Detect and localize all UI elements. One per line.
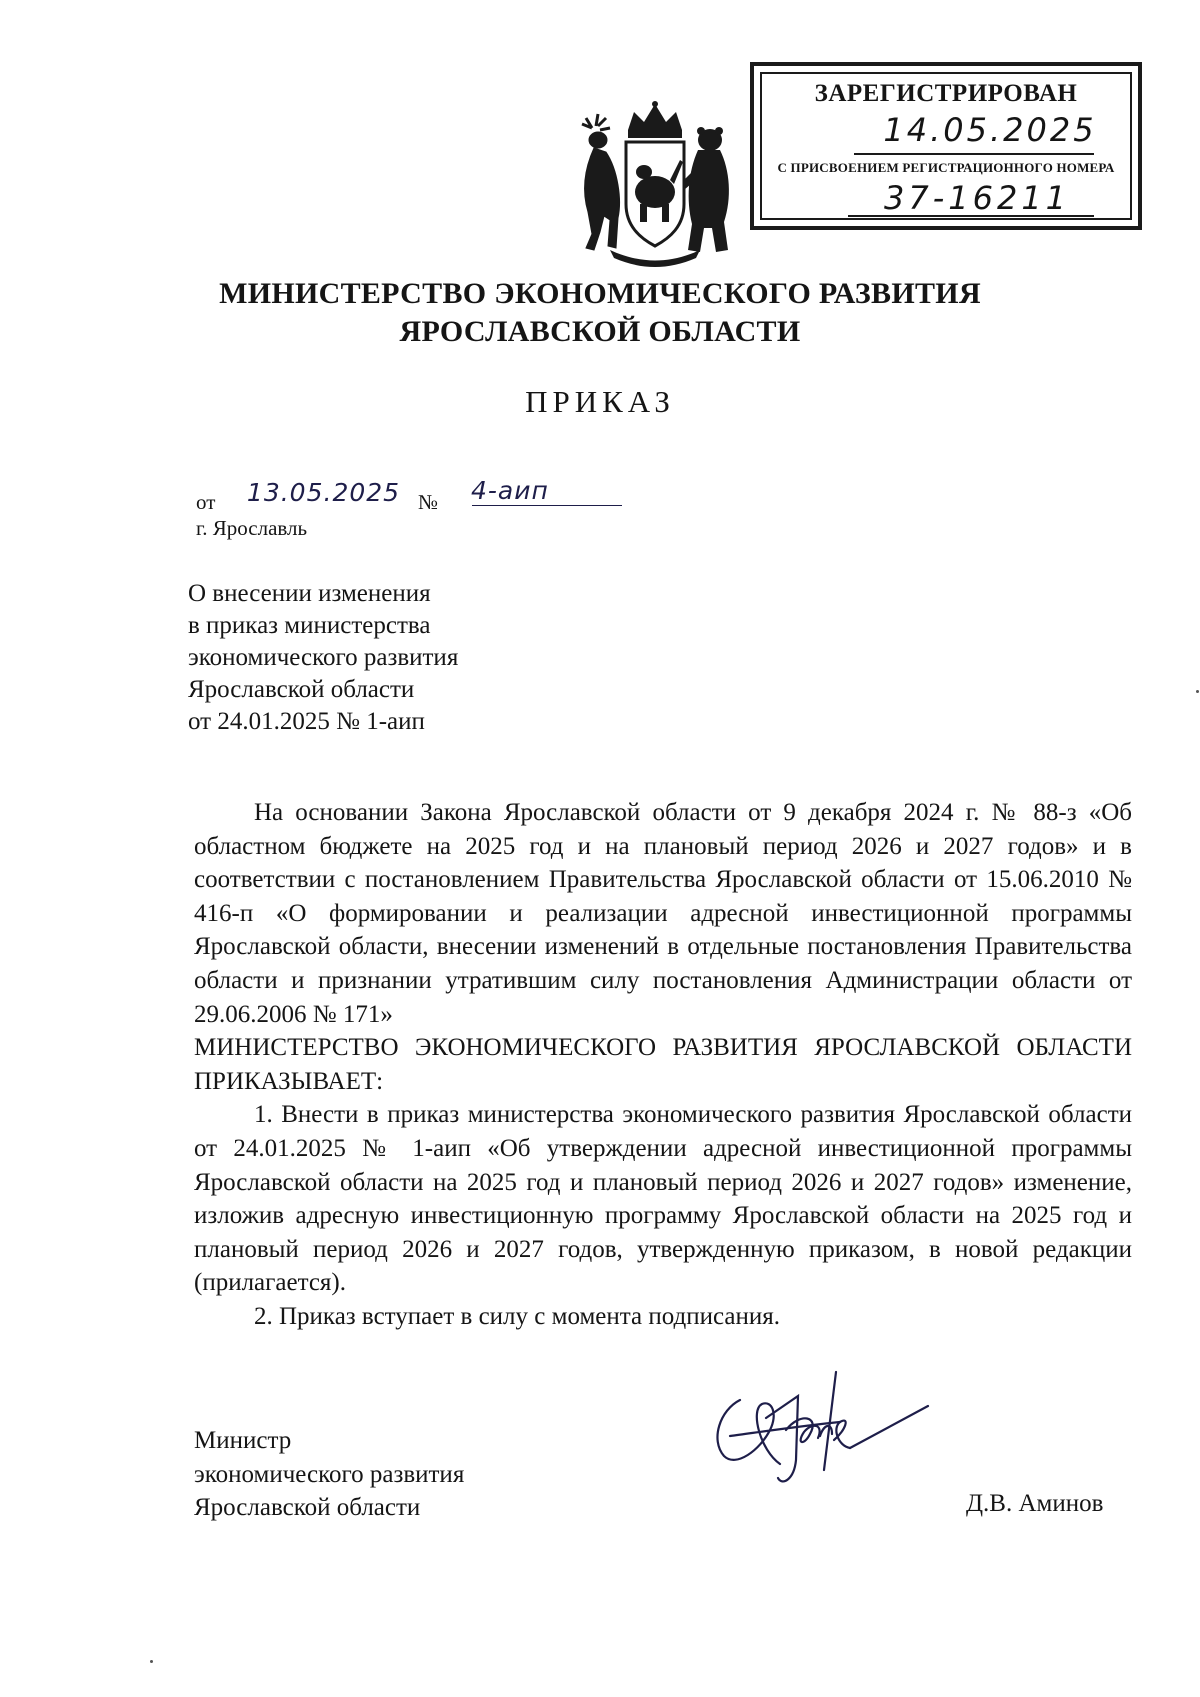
body-orders: МИНИСТЕРСТВО ЭКОНОМИЧЕСКОГО РАЗВИТИЯ ЯРОСЛАВСКОЙ ОБЛАСТИ ПРИКАЗЫВАЕТ: — [194, 1034, 1132, 1095]
body-preamble: На основании Закона Ярославской области от 9 декабря 2024 г. № 88-з «Об областном бюджете на 2025 год и на плановый период 2026 и 2027 годов» и в соответствии с постановлением Правительства Ярославской области от 15.06.2010 № 416-п «О формировании и реализации адресной инвестиционной программы Ярославской области, внесении изменений в отдельные постановления Правительства области и признании утратившим силу постановления Администрации области от 29.06.2006 № 171» — [194, 799, 1132, 1028]
document-type: ПРИКАЗ — [525, 384, 675, 419]
stamp-date: 14.05.2025 — [883, 111, 1097, 149]
order-from-label: от — [196, 490, 216, 514]
ministry-title — [0, 275, 1200, 351]
registration-stamp — [750, 62, 1142, 230]
yaroslavl-coat-of-arms-icon — [570, 100, 740, 268]
handwritten-signature — [700, 1360, 940, 1520]
ministry-title-line1: МИНИСТЕРСТВО ЭКОНОМИЧЕСКОГО РАЗВИТИЯ — [219, 277, 981, 310]
signatory-name: Д.В. Аминов — [966, 1490, 1104, 1517]
stamp-note: С ПРИСВОЕНИЕМ РЕГИСТРАЦИОННОГО НОМЕРА — [777, 160, 1115, 175]
position-line: Ярославской области — [194, 1494, 421, 1521]
order-number: 4-аип — [471, 476, 549, 505]
subject-line: экономического развития — [188, 644, 459, 671]
order-subject — [188, 578, 458, 738]
order-city: г. Ярославль — [196, 516, 308, 540]
scan-speck — [1196, 690, 1199, 693]
subject-line: от 24.01.2025 № 1-аип — [188, 708, 425, 735]
ministry-title-line2: ЯРОСЛАВСКОЙ ОБЛАСТИ — [399, 315, 801, 348]
subject-line: в приказ министерства — [188, 612, 431, 639]
stamp-frame — [760, 72, 1132, 220]
subject-line: О внесении изменения — [188, 580, 431, 607]
order-body — [194, 796, 1132, 1334]
order-number-sign: № — [418, 490, 439, 514]
order-number-row — [196, 478, 656, 514]
stamp-registration-number: 37-16211 — [883, 179, 1071, 217]
stamp-date-line — [854, 153, 1094, 155]
stamp-number-line — [848, 215, 1094, 217]
position-line: Министр — [194, 1427, 292, 1454]
body-item-1: 1. Внести в приказ министерства экономического развития Ярославской области от 24.01.2025 № 1-аип «Об утверждении адресной инвестиционной программы Ярославской области на 2025 год и плановый период 2026 и 2027 годов» изменение, изложив адресную инвестиционную программу Ярославской области на 2025 год и плановый период 2026 и 2027 годов, утвержденную приказом, в новой редакции (прилагается). — [194, 1101, 1132, 1297]
position-line: экономического развития — [194, 1460, 465, 1488]
signatory-position — [194, 1424, 464, 1525]
order-date: 13.05.2025 — [246, 478, 401, 507]
subject-line: Ярославской области — [188, 676, 415, 703]
stamp-title: ЗАРЕГИСТРИРОВАН — [814, 80, 1078, 107]
order-number-underline — [472, 505, 622, 506]
scan-speck — [150, 1660, 153, 1663]
body-item-2: 2. Приказ вступает в силу с момента подписания. — [254, 1302, 780, 1330]
